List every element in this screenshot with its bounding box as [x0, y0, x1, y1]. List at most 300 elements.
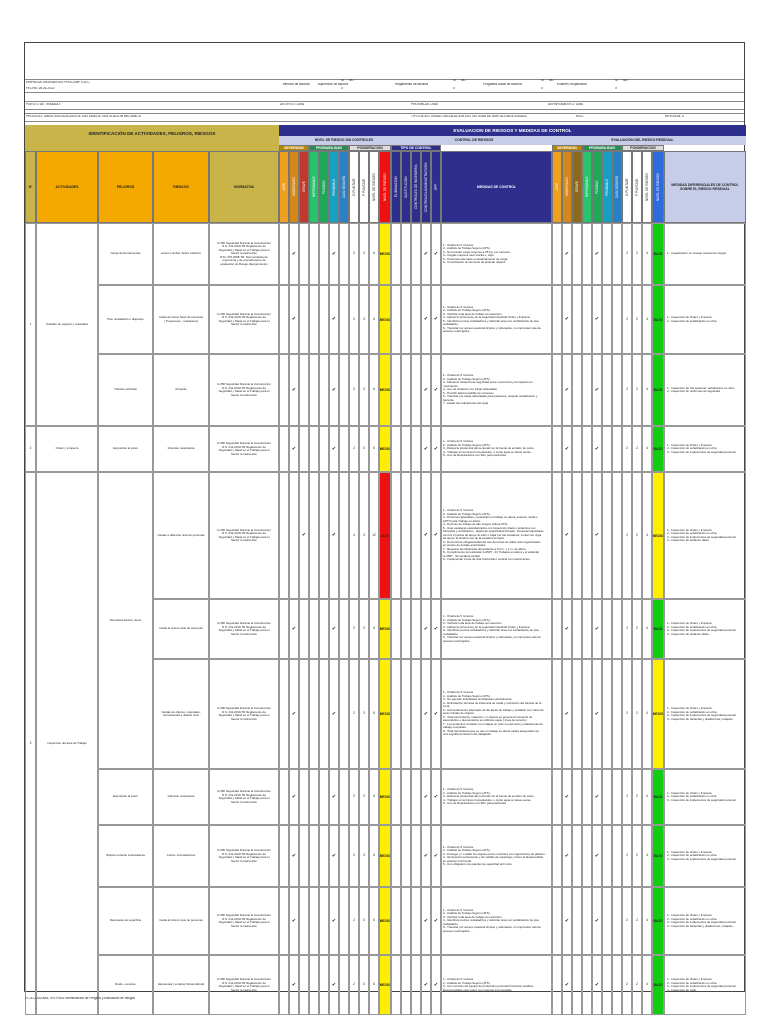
medidas-dif-cell: 1.- Inspección de Orden y limpieza 2.- Inspección de señalización en obra. 3.- Inspección de implementos de seguridad personal	[664, 426, 746, 472]
medidas-dif-cell: 1.- Inspección de Orden y limpieza 2.- Inspección de señalización en obra. 3.- Inspección de implementos de seguridad personal 4.- Inspección de barandas y plataformas; rodapiés.	[664, 659, 746, 769]
p-puntaje: 3	[359, 769, 369, 825]
sig-label: Reglamento de tacoma	[395, 83, 428, 86]
activity-number: 1	[25, 223, 36, 426]
res-probabilidad-check	[612, 825, 622, 887]
tipo-control-check	[391, 354, 401, 426]
probabilidad-check	[339, 285, 349, 354]
res-g-puntaje: 2	[622, 955, 632, 1015]
res-probabilidad-check: ✔	[592, 223, 602, 285]
normativa-cell: G.050 Seguridad Durante la Construcción D.S. 011-2019-TR Reglamento de Seguridad y Salud en el Trabajo para el Sector Construcción	[209, 659, 279, 769]
revision-label: REVISION: 0	[665, 115, 684, 118]
res-severidad-check: ✔	[562, 955, 572, 1015]
sig-si: SI	[453, 79, 457, 82]
res-severidad-check	[552, 472, 562, 599]
empresa-label: EMPRESA: INGENIEROS PROCEMP S.A.C.	[26, 81, 91, 84]
tipo-control-check	[401, 285, 411, 354]
medidas-header: MEDIDAS DE CONTROL	[441, 151, 552, 223]
riesgo-cell: Caída al mismo nivel de personas	[153, 887, 209, 955]
severidad-check: ✔	[289, 426, 299, 472]
res-p-puntaje: 2	[632, 769, 642, 825]
probabilidad-check	[339, 825, 349, 887]
normativa-cell: G.050 Seguridad Durante la Construcción D.S. 011-2019-TR Reglamento de Seguridad y Salud en el Trabajo para el Sector Construcción	[209, 955, 279, 1015]
res-s-puntaje: 4	[642, 659, 652, 769]
column-header: POSIBLE	[319, 151, 329, 223]
probabilidad-check	[319, 825, 329, 887]
residual-header	[539, 136, 746, 145]
actividades-header: ACTIVIDADES	[36, 151, 98, 223]
res-g-puntaje: 2	[622, 285, 632, 354]
probabilidad-check: ✔	[329, 659, 339, 769]
res-severidad-check	[572, 659, 582, 769]
peligro-cell: Ruido, excesivo	[98, 955, 153, 1015]
res-s-puntaje: 4	[642, 285, 652, 354]
p-puntaje: 3	[359, 426, 369, 472]
medidas-dif-cell: 1.- Inspección de Orden y limpieza 2.- Inspección de señalización en obra. 3.- Inspección de implementos de seguridad personal 4.- Inspección de barandas y plataformas; rodapiés.	[664, 887, 746, 955]
medidas-cell: 1.- Charla de 5 minutos. 2.- Análisis de Trabajo Seguro (ATS). 3.- Verificar toda área de trabajo con atención. 4.- Aplicar la primera ley de la seguridad industrial Orden y limpieza. 5.- Identificar puntos resbaladizos y delimitar área con señalización de piso resbaladizo. 6.- Transitar por acceso peatonal limpios y ordenados, no improvisar vías de accesos restringidos.	[441, 285, 552, 354]
res-s-puntaje: 4	[642, 887, 652, 955]
peligro-cell: Tránsito vehicular	[98, 354, 153, 426]
normativa-cell: G.050 Seguridad Durante la Construcción D.S. 011-2019-TR Reglamento de Seguridad y Salud en el Trabajo para el Sector Construcción	[209, 285, 279, 354]
peligro-cell: Objetos cortante sobresaliente	[98, 825, 153, 887]
tipo-control-check: ✔	[431, 223, 441, 285]
tipo-control-check: ✔	[421, 223, 431, 285]
distrito-label: DISTRITO: LIMA	[280, 103, 305, 106]
probabilidad-check: ✔	[329, 825, 339, 887]
res-severidad-check: ✔	[562, 887, 572, 955]
res-severidad-check	[552, 769, 562, 825]
probabilidad-check: ✔	[329, 955, 339, 1015]
res-severidad-check	[572, 426, 582, 472]
table-row	[25, 285, 746, 354]
activity-number: 2	[25, 426, 36, 472]
severidad-check	[279, 223, 289, 285]
g-puntaje: 2	[349, 599, 359, 659]
tipo-control-check	[391, 955, 401, 1015]
res-severidad-check	[572, 354, 582, 426]
ponderacion-group: PONDERACION	[349, 145, 391, 151]
sig-mark: X	[541, 87, 544, 90]
tipo-control-check: ✔	[421, 955, 431, 1015]
res-severidad-check	[552, 659, 562, 769]
probabilidad-check	[319, 769, 329, 825]
severidad-check	[279, 426, 289, 472]
res-nivel-riesgo: BAJO	[652, 285, 664, 354]
eval-title: EVALUACION DE RIESGOS Y MEDIDAS DE CONTROL	[453, 128, 572, 133]
probabilidad-check	[339, 599, 349, 659]
res-nivel-riesgo: BAJO	[652, 599, 664, 659]
res-severidad-check	[572, 769, 582, 825]
probabilidad-check	[339, 472, 349, 599]
provincia-label: PROVINCIA: LIMA	[411, 103, 438, 106]
probabilidad-check	[319, 223, 329, 285]
medidas-cell: 1.- Charla de 5 minutos. 2.- Análisis de Trabajo Seguro (ATS). 3.- Verificar toda área de trabajo con atención. 4.- Aplicar la primera ley de la seguridad industrial Orden y limpieza. 5.- Identificar puntos resbaladizos y delimitar área con señalización de piso resbaladizo. 6.- Transitar por acceso peatonal limpios y ordenados, no improvisar vías de accesos restringidos.	[441, 599, 552, 659]
res-probabilidad-check	[612, 769, 622, 825]
res-p-puntaje: 2	[632, 955, 642, 1015]
probabilidad-check	[309, 887, 319, 955]
probabilidad-check: ✔	[329, 769, 339, 825]
p-puntaje: 3	[359, 955, 369, 1015]
nivel-riesgo: MEDIO	[379, 825, 391, 887]
s-puntaje: 6	[369, 955, 379, 1015]
severidad-check: ✔	[289, 285, 299, 354]
tipo-control-check	[401, 955, 411, 1015]
tipo-control-check: ✔	[421, 769, 431, 825]
res-p-puntaje: 2	[632, 285, 642, 354]
medidas-cell: 1.- Charla de 5 minutos. 2.- Análisis de Trabajo Seguro (ATS). 3.- Distancia prudencial del personal con la fuente de emisión de polvo. 4.- Trabajar en terminos humedecidos, o rociar agua en áreas secas. 5.- Uso de Respiradores con filtro para partículas	[441, 426, 552, 472]
res-severidad-check	[552, 955, 562, 1015]
tipo-control-check: ✔	[421, 285, 431, 354]
res-severidad-check: ✔	[562, 285, 572, 354]
res-probabilidad-check	[582, 887, 592, 955]
res-probabilidad-check	[612, 354, 622, 426]
nivel-riesgo: MEDIO	[379, 887, 391, 955]
tipo-control-check: ✔	[431, 825, 441, 887]
tipo-control-check	[391, 599, 401, 659]
res-s-puntaje: 4	[642, 599, 652, 659]
g-puntaje: 2	[349, 223, 359, 285]
g-puntaje: 2	[349, 285, 359, 354]
normativa-cell: G.050 Seguridad Durante la Construcción D.S. 011-2019-TR Reglamento de Seguridad y Salud en el Trabajo para el Sector Construcción	[209, 887, 279, 955]
p-puntaje: 3	[359, 223, 369, 285]
severidad-check	[299, 887, 309, 955]
res-probabilidad-check	[602, 659, 612, 769]
tipo-control-check: ✔	[431, 426, 441, 472]
res-severidad-check	[572, 285, 582, 354]
res-severidad-check	[552, 223, 562, 285]
tipo-control-check: ✔	[431, 285, 441, 354]
res-s-puntaje: 4	[642, 769, 652, 825]
res-probabilidad-check	[612, 955, 622, 1015]
activity-name: Orden y Limpieza	[36, 426, 98, 472]
normativa-cell: G.050 Seguridad Durante la Construcción D.S. 011-2019-TR Reglamento de Seguridad y Salud en el Trabajo para el Sector Construcción	[209, 472, 279, 599]
res-probabilidad-check	[582, 354, 592, 426]
res-severidad-check	[552, 825, 562, 887]
nivel-riesgo: MEDIO	[379, 955, 391, 1015]
res-g-puntaje: 2	[622, 426, 632, 472]
res-severidad-check	[552, 887, 562, 955]
tipo-control-check: ✔	[421, 354, 431, 426]
table-row	[25, 955, 746, 1015]
peligro-cell: Alternativa Ducha, ducto	[98, 472, 153, 769]
res-p-puntaje: 2	[632, 599, 642, 659]
res-severidad-check: ✔	[562, 769, 572, 825]
tipo-control-check	[411, 223, 421, 285]
column-header: NIVEL DE RIESGO	[642, 151, 652, 223]
p-puntaje: 3	[359, 354, 369, 426]
column-header: IMPROBABLE	[582, 151, 592, 223]
res-nivel-riesgo: MEDIO	[652, 472, 664, 599]
probabilidad-check	[319, 659, 329, 769]
sig-mark: X	[615, 87, 618, 90]
p-puntaje: 3	[359, 887, 369, 955]
res-probabilidad-check: ✔	[592, 659, 602, 769]
medidas-dif-cell: 1.- Capacitación en manejo manual de cargas.	[664, 223, 746, 285]
tipo-control-check: ✔	[421, 825, 431, 887]
probabilidad-check	[319, 955, 329, 1015]
s-puntaje: 6	[369, 223, 379, 285]
tipo-control-check	[401, 599, 411, 659]
column-header: NIVEL DE RIESGO	[652, 151, 664, 223]
res-p-puntaje: 2	[632, 472, 642, 599]
res-p-puntaje: 2	[632, 659, 642, 769]
probabilidad-check	[309, 426, 319, 472]
severidad-check	[279, 955, 289, 1015]
medidas-dif-cell: 1.- Inspección de Orden y limpieza 2.- Inspección de señalización en obra. 3.- Inspección de implementos de seguridad personal	[664, 769, 746, 825]
column-header: MODERADO	[289, 151, 299, 223]
nivel-riesgo: ALTO	[379, 472, 391, 599]
res-severidad-check	[572, 825, 582, 887]
nivel-sin-header	[279, 136, 409, 145]
tipo-control-check	[401, 825, 411, 887]
severidad-check: ✔	[289, 825, 299, 887]
severidad-check: ✔	[289, 955, 299, 1015]
res-probabilidad-check	[582, 955, 592, 1015]
g-puntaje: 4	[349, 472, 359, 599]
column-header: EPP	[431, 151, 441, 223]
res-g-puntaje: 2	[622, 472, 632, 599]
medidas-cell: 1.- Charla de 5 minutos. 2.- Análisis de Trabajo Seguro (ATS). 3.- No levantar carga mayores a 25 Kg. por persona. 4.- Cargas mayores usar stocka o, tugo. 5.- Personal entrenado en levantamiento de carga. 6.- Coordinación al momento de levantar objetos	[441, 223, 552, 285]
table-row	[25, 887, 746, 955]
riesgo-cell: Caídas a diferente nivel de personas	[153, 472, 209, 599]
peligro-cell: Desniveles de superficie	[98, 887, 153, 955]
rule	[25, 109, 744, 110]
severidad-check	[299, 955, 309, 1015]
proceso-label: PROCESO: OBRA: INSTALACION DE SISTEMA DE VENTILACION MECANICA	[26, 115, 141, 118]
medidas-dif-cell: 1.- Inspección de Orden y limpieza 2.- Inspección de señalización en obra. 3.- Inspección de implementos de seguridad personal 4.- Inspección de ruido	[664, 955, 746, 1015]
probabilidad-check	[309, 472, 319, 599]
column-header: POSIBLE	[592, 151, 602, 223]
tipo-control-check: ✔	[431, 769, 441, 825]
res-probabilidad-check	[582, 825, 592, 887]
sig-label: servicio de tacoma	[283, 83, 310, 86]
medidas-cell: 1.- Charla de 5 minutos. 2.- Análisis de Trabajo Seguro (ATS). 3.- No ejecutar actividades simultaneas verticalmente. 4.- Delimitación del área de influencia de caída y restricción del tránsito de la zona. 5.- Acomodamiento adecuado de las áreas de trabajo y señalizar con cartel de aviso Caídas de objetos. 6.- Toda herramienta, material y / u objetos en general al momento de ascenderlos o descenderlos se utilizara sogas ( línea de servicio) 7.- Los andamios contaran con rodapié en todo su perímetro y plataformas de trabajo completas. 8.- Toda herramienta que se use en trabajo en altura estará asegurada con una soguilla al cinturón del trabajador.	[441, 659, 552, 769]
tipo-control-check	[391, 472, 401, 599]
tipo-control-check: ✔	[421, 426, 431, 472]
table-row	[25, 825, 746, 887]
riesgo-cell: Infección respiratoria	[153, 769, 209, 825]
riesgo-cell: Caída al mismo Nivel de personas ( Tropezones , resbalones)	[153, 285, 209, 354]
tipo-control-check	[401, 887, 411, 955]
sig-no: NO	[549, 79, 554, 82]
tipo-control-check	[411, 887, 421, 955]
s-puntaje: 6	[369, 887, 379, 955]
puesto-label: PUESTO DE TRABAJO:	[26, 103, 61, 106]
severidad-check	[299, 354, 309, 426]
res-p-puntaje: 2	[632, 354, 642, 426]
probabilidad-check	[309, 955, 319, 1015]
sig-mark: X	[453, 87, 456, 90]
g-puntaje: 2	[349, 354, 359, 426]
control-title: CONTROL DE RIESGOS	[454, 138, 494, 142]
g-puntaje: 2	[349, 769, 359, 825]
s-puntaje: 6	[369, 659, 379, 769]
tipo-control-check	[411, 354, 421, 426]
column-header: NIVEL DE RIESGO	[379, 151, 391, 223]
medidas-cell: 1.- Charla de 5 minutos. 2.- Análisis de Trabajo Seguro (ATS). 3.- Proteger y / o aislar los objetos punzo cortantes con capuchones de plástico. 4.- Iluminación permanente y las varillas de esparrago y fierro al almacenarlas en posición horizontal. 5.- Uso obligatorio de guantes de seguridad anti corte	[441, 825, 552, 887]
probabilidad-check: ✔	[329, 354, 339, 426]
probabilidad-check	[339, 659, 349, 769]
tipo-control-group: TIPO DE CONTROL	[391, 145, 441, 151]
res-probabilidad-check	[602, 955, 612, 1015]
res-g-puntaje: 2	[622, 223, 632, 285]
g-puntaje: 2	[349, 887, 359, 955]
column-header: G PUNTAJE	[349, 151, 359, 223]
res-severidad-check: ✔	[562, 825, 572, 887]
severidad-check: ✔	[299, 472, 309, 599]
peligro-cell: Carga de Herramientas	[98, 223, 153, 285]
normativa-cell: G.050 Seguridad Durante la Construcción D.S. 011-2019-TR Reglamento de Seguridad y Salud en el Trabajo para el Sector Construcción	[209, 769, 279, 825]
eval-header	[279, 125, 746, 136]
tipo-control-check	[391, 887, 401, 955]
nivel-riesgo: MEDIO	[379, 285, 391, 354]
severidad-check	[289, 472, 299, 599]
res-nivel-riesgo: BAJO	[652, 955, 664, 1015]
tipo-control-check	[411, 825, 421, 887]
res-probabilidad-check	[602, 825, 612, 887]
tipo-control-check: ✔	[431, 472, 441, 599]
probabilidad-check	[339, 223, 349, 285]
res-severidad-check: ✔	[562, 599, 572, 659]
res-p-puntaje: 2	[632, 223, 642, 285]
severidad-check	[279, 354, 289, 426]
rule	[25, 101, 744, 102]
res-probabilidad-check	[612, 426, 622, 472]
table-row	[25, 223, 746, 285]
column-header: PROBABLE	[602, 151, 612, 223]
activity-number: 3	[25, 472, 36, 1015]
normativa-cell: G.050 Seguridad Durante la Construcción D.S. 011-2019-TR Reglamento de Seguridad y Salud en el Trabajo para el Sector Construcción	[209, 599, 279, 659]
sig-si: SI	[541, 79, 545, 82]
probabilidad-check	[309, 769, 319, 825]
res-probabilidad-check	[582, 769, 592, 825]
severidad-check	[299, 223, 309, 285]
g-puntaje: 2	[349, 426, 359, 472]
rule	[25, 79, 744, 80]
tipo-control-check	[411, 426, 421, 472]
res-nivel-riesgo: BAJO	[652, 354, 664, 426]
riesgo-cell: Infección respiratoria	[153, 426, 209, 472]
rule	[25, 121, 744, 122]
column-header: P PUNTAJE	[632, 151, 642, 223]
res-severidad-check	[572, 472, 582, 599]
severidad-check: ✔	[289, 887, 299, 955]
severidad-check: ✔	[289, 599, 299, 659]
res-probabilidad-check: ✔	[592, 599, 602, 659]
tipo-control-check: ✔	[431, 887, 441, 955]
tipo-control-check: ✔	[431, 354, 441, 426]
tipo-control-check	[391, 659, 401, 769]
nivel-sin-title: NIVEL DE RIESGO SIN CONTROLES	[314, 138, 374, 142]
medidas-dif-header: MEDIDAS DIFERENCIALES DE CONTROL SOBRE EL RIESGO RESIDUAL	[664, 151, 746, 223]
probabilidad-check	[339, 955, 349, 1015]
normativa-header: NORMATIVA	[209, 151, 279, 223]
tipo-control-check	[391, 825, 401, 887]
severidad-check: ✔	[289, 354, 299, 426]
probabilidad-check	[339, 769, 349, 825]
res-g-puntaje: 2	[622, 599, 632, 659]
res-severidad-check: ✔	[562, 472, 572, 599]
p-puntaje: 3	[359, 825, 369, 887]
sig-no: NO	[349, 79, 354, 82]
tipo-actividad-label: TIPO DE ACTIVIDAD: INSTALACION DEL SISTEMA DE AIRE ACONDICIONADO	[411, 115, 528, 118]
res-probabilidad-check	[582, 472, 592, 599]
activity-name: Inspección del área de Trabajo	[36, 472, 98, 1015]
nivel-riesgo: MEDIO	[379, 426, 391, 472]
res-probabilidad-check	[602, 887, 612, 955]
column-header: CASI SEGURO	[612, 151, 622, 223]
peligro-cell: Exposición al polvo	[98, 769, 153, 825]
column-header: G PUNTAJE	[622, 151, 632, 223]
res-probabilidad-check	[602, 599, 612, 659]
res-probabilidad-check	[612, 472, 622, 599]
table-row	[25, 354, 746, 426]
severidad-check	[279, 599, 289, 659]
res-probabilidad-check: ✔	[592, 472, 602, 599]
tipo-control-check: ✔	[431, 659, 441, 769]
res-s-puntaje: 4	[642, 955, 652, 1015]
tipo-control-check: ✔	[421, 599, 431, 659]
fecha-label: FECHA: 26.01.2022	[26, 87, 55, 90]
rule	[25, 92, 744, 93]
column-header: MODERADO	[562, 151, 572, 223]
probabilidad-check	[319, 887, 329, 955]
res-severidad-check	[552, 285, 562, 354]
probabilidad-check	[319, 426, 329, 472]
res-g-puntaje: 2	[622, 659, 632, 769]
riesgo-cell: Atropello	[153, 354, 209, 426]
nivel-riesgo: MEDIO	[379, 223, 391, 285]
res-probabilidad-check	[582, 599, 592, 659]
column-header: CASI SEGURO	[339, 151, 349, 223]
res-p-puntaje: 2	[632, 825, 642, 887]
g-puntaje: 2	[349, 955, 359, 1015]
probabilidad-check	[319, 285, 329, 354]
s-puntaje: 6	[369, 825, 379, 887]
footer-label: FL-JLO-SSOMA-TRY-FM01 Identificación de Peligros y evaluación de riesgos	[25, 997, 136, 1000]
res-probabilidad-check	[582, 659, 592, 769]
tipo-control-check	[401, 223, 411, 285]
tipo-control-check	[411, 659, 421, 769]
tipo-control-check	[411, 472, 421, 599]
res-severidad-check	[552, 599, 562, 659]
medidas-dif-cell: 1.- Inspección de Orden y limpieza 2.- Inspección de señalización en obra.	[664, 285, 746, 354]
res-g-puntaje: 2	[622, 887, 632, 955]
res-s-puntaje: 4	[642, 825, 652, 887]
probabilidad-check: ✔	[329, 472, 339, 599]
probabilidad-check	[309, 223, 319, 285]
tipo-control-check	[401, 354, 411, 426]
probabilidad-check	[319, 472, 329, 599]
tipo-control-check	[391, 426, 401, 472]
column-header: IMPROBABLE	[309, 151, 319, 223]
res-severidad-check	[552, 354, 562, 426]
tipo-control-check: ✔	[421, 472, 431, 599]
res-severidad-check	[572, 887, 582, 955]
tipo-control-check	[391, 285, 401, 354]
probabilidad-check: ✔	[329, 887, 339, 955]
res-probabilidad-check: ✔	[592, 825, 602, 887]
res-ponderacion-group: PONDERACION	[622, 145, 664, 151]
s-puntaje: 6	[369, 769, 379, 825]
res-probabilidad-check: ✔	[592, 285, 602, 354]
peligro-cell: Piso resbaladizo o disparejo	[98, 285, 153, 354]
res-nivel-riesgo: BAJO	[652, 223, 664, 285]
activity-name: Traslado de equipos y materiales	[36, 223, 98, 426]
tipo-control-check: ✔	[431, 599, 441, 659]
normativa-cell: G.050 Seguridad Durante la Construcción D.S. 011-2019-TR Reglamento de Seguridad y Salud en el Trabajo para el Sector Construcción R.M. 375-2008-TR. Norma básica de ergonomía y de procedimiento de evaluación de Riesgo disergonómico	[209, 223, 279, 285]
nivel-riesgo: MEDIO	[379, 354, 391, 426]
probabilidad-check	[309, 659, 319, 769]
